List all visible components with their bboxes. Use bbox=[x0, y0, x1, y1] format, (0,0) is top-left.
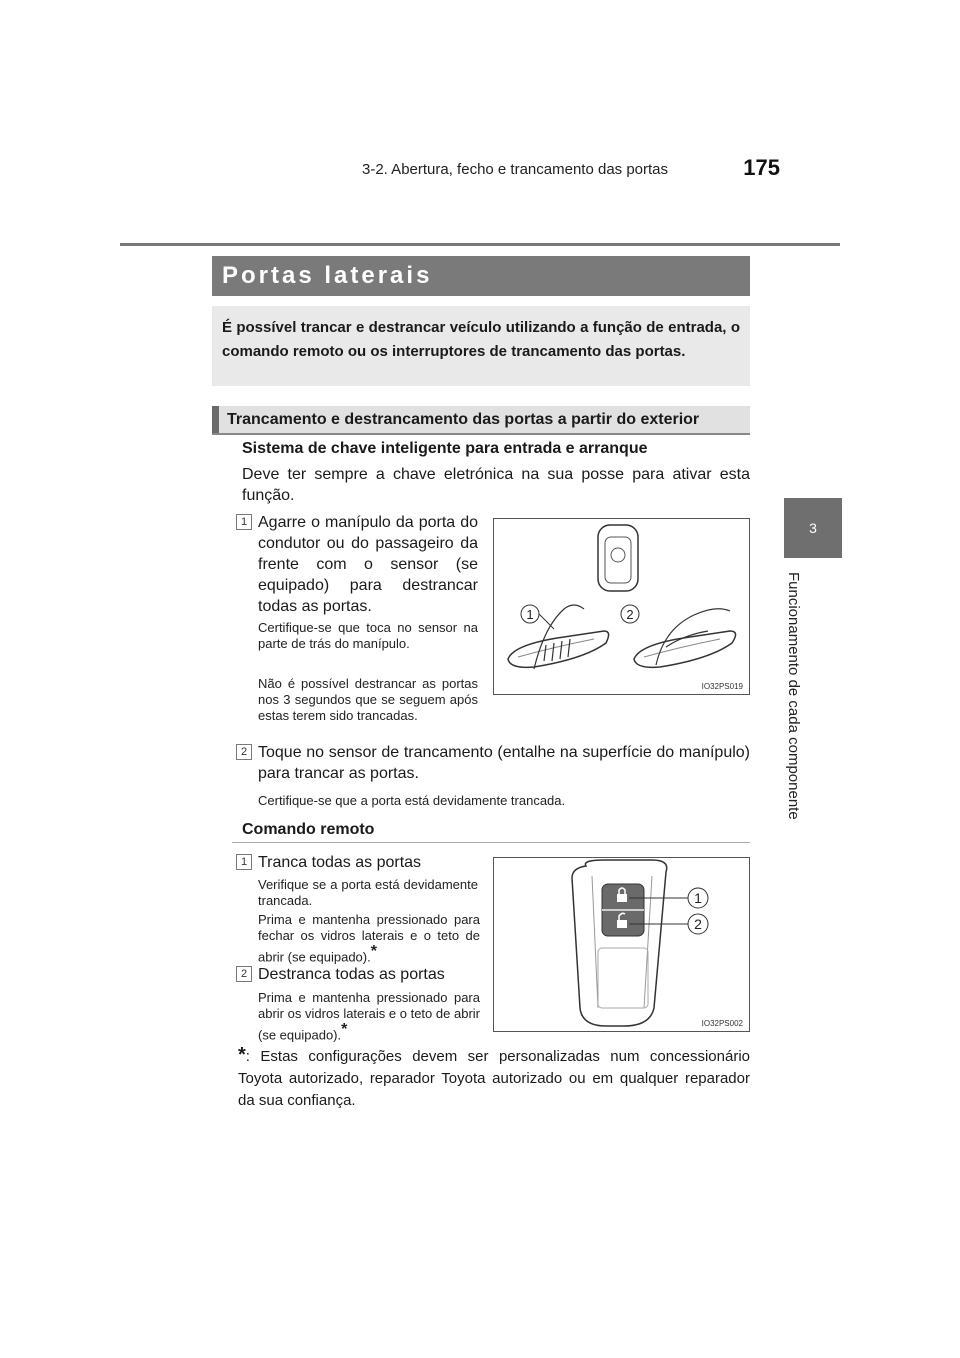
figure1-callout-1: 1 bbox=[526, 607, 534, 622]
section-header: 3-2. Abertura, fecho e trancamento das portas bbox=[362, 161, 669, 178]
subsection-divider bbox=[212, 433, 750, 435]
remote-step1-note2-wrap bbox=[258, 912, 480, 965]
door-handle-figure bbox=[493, 518, 750, 695]
chapter-label bbox=[784, 572, 804, 820]
page-number: 175 bbox=[743, 155, 780, 180]
smart-key-heading: Sistema de chave inteligente para entrada e arranque bbox=[242, 440, 648, 457]
intro-box: É possível trancar e destrancar veículo utilizando a função de entrada, o comando remoto ou os interruptores de trancamento das portas. bbox=[212, 306, 750, 386]
figure2-callout-2: 2 bbox=[694, 916, 702, 932]
smart-key-step1-note2: Não é possível destrancar as portas nos 3 segundos que se seguem após estas terem sido trancadas. bbox=[258, 676, 478, 723]
remote-step2-note: Prima e mantenha pressionado para abrir os vidros laterais e o teto de abrir (se equipado). bbox=[258, 990, 480, 1043]
remote-key-figure bbox=[493, 857, 750, 1032]
step-number-2: 2 bbox=[236, 744, 252, 760]
subsection-heading: Trancamento e destrancamento das portas a partir do exterior bbox=[212, 406, 750, 434]
remote-key-illustration bbox=[494, 858, 749, 1031]
figure2-callout-1: 1 bbox=[694, 890, 702, 906]
remote-heading: Comando remoto bbox=[242, 821, 375, 838]
figure1-callout-2: 2 bbox=[626, 607, 634, 622]
remote-step1-text: Tranca todas as portas bbox=[258, 854, 422, 871]
remote-step-number-2: 2 bbox=[236, 966, 252, 982]
smart-key-step1-text: Agarre o manípulo da porta do condutor ou do passageiro da frente com o sensor (se equipado) para destrancar todas as portas. bbox=[258, 514, 478, 615]
door-handle-illustration bbox=[494, 519, 749, 694]
chapter-tab[interactable] bbox=[784, 498, 842, 558]
remote-step1-asterisk: * bbox=[370, 943, 377, 960]
remote-step1-note2: Prima e mantenha pressionado para fechar os vidros laterais e o teto de abrir (se equipado). bbox=[258, 912, 480, 965]
smart-key-intro: Deve ter sempre a chave eletrónica na sua posse para ativar esta função. bbox=[242, 466, 750, 504]
figure2-code: IO32PS002 bbox=[701, 1019, 743, 1028]
figure1-code: IO32PS019 bbox=[701, 682, 743, 691]
remote-step1-note1: Verifique se a porta está devidamente trancada. bbox=[258, 877, 478, 908]
footnote bbox=[238, 1044, 750, 1112]
chapter-label-text: Funcionamento de cada componente bbox=[785, 572, 802, 820]
smart-key-step2-text: Toque no sensor de trancamento (entalhe na superfície do manípulo) para trancar as portas. bbox=[258, 744, 750, 782]
header-divider bbox=[120, 243, 840, 246]
smart-key-step2-note: Certifique-se que a porta está devidamente trancada. bbox=[258, 793, 566, 808]
page-title: Portas laterais bbox=[212, 256, 750, 296]
remote-step2-text: Destranca todas as portas bbox=[258, 966, 445, 983]
smart-key-step1-note1: Certifique-se que toca no sensor na parte de trás do manípulo. bbox=[258, 620, 478, 651]
step-number-1: 1 bbox=[236, 514, 252, 530]
chapter-number: 3 bbox=[809, 520, 817, 536]
remote-step2-asterisk: * bbox=[341, 1021, 348, 1038]
remote-step-number-1: 1 bbox=[236, 854, 252, 870]
remote-step2-note-wrap bbox=[258, 990, 480, 1043]
remote-divider bbox=[232, 842, 750, 843]
footnote-text: : Estas configurações devem ser personalizadas num concessionário Toyota autorizado, reparador Toyota autorizado ou em qualquer reparador da sua confiança. bbox=[238, 1048, 750, 1109]
footnote-asterisk: * bbox=[238, 1044, 246, 1066]
